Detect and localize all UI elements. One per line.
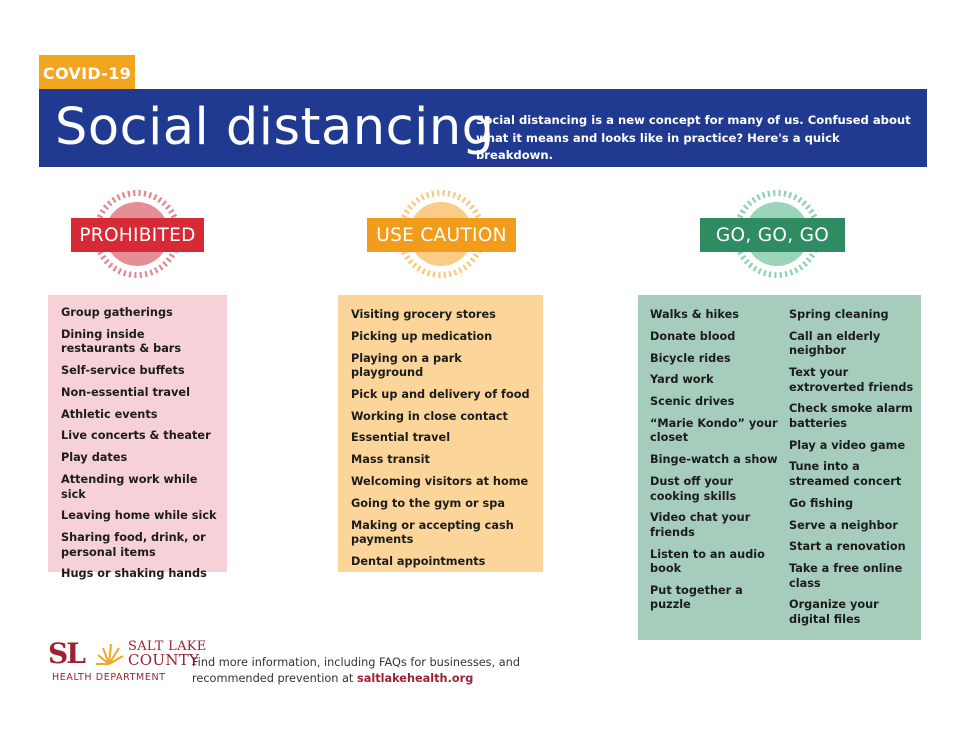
list-item: Tune into a streamed concert: [789, 460, 902, 488]
list-item: Live concerts & theater: [61, 429, 211, 443]
caution-label: USE CAUTION: [367, 218, 516, 252]
list-item: Essential travel: [351, 431, 451, 445]
list-item: Hugs or shaking hands: [61, 567, 207, 581]
list-item: Donate blood: [650, 329, 736, 343]
list-item: Attending work while sick: [61, 473, 198, 501]
list-item: Yard work: [650, 373, 714, 387]
logo-name-line1: SALT LAKE: [128, 639, 207, 654]
logo-name-line2: COUNTY: [128, 651, 200, 669]
list-item: Working in close contact: [351, 409, 508, 423]
prohibited-label: PROHIBITED: [71, 218, 204, 252]
covid-tag: COVID-19: [39, 55, 135, 89]
list-item: Call an elderly neighbor: [789, 329, 881, 358]
footer-info: [192, 655, 522, 686]
go-list-left: [650, 308, 780, 620]
list-item: Going to the gym or spa: [351, 496, 505, 510]
go-label: GO, GO, GO: [700, 218, 845, 252]
list-item: Text your extroverted friends: [789, 366, 914, 394]
page-description: Social distancing is a new concept for many of us. Confused about what it means and looks like in practice? Here's a quick breakdown.: [476, 113, 911, 162]
list-item: Play a video game: [789, 438, 906, 452]
list-item: Scenic drives: [650, 395, 735, 409]
list-item: Check smoke alarm batteries: [789, 402, 913, 430]
go-list-right: [789, 308, 917, 635]
list-item: Spring cleaning: [789, 308, 889, 321]
list-item: Play dates: [61, 451, 128, 465]
go-panel: [638, 295, 921, 640]
list-item: Listen to an audio book: [650, 547, 765, 576]
footer-link[interactable]: saltlakehealth.org: [356, 671, 474, 685]
caution-list: [351, 308, 533, 569]
prohibited-panel: [48, 295, 227, 581]
list-item: Take a free online class: [789, 562, 903, 590]
list-item: Welcoming visitors at home: [351, 475, 529, 489]
sunburst-icon: [94, 640, 124, 666]
list-item: Group gatherings: [61, 306, 173, 319]
list-item: Non-essential travel: [61, 385, 190, 399]
list-item: Go fishing: [789, 496, 854, 510]
list-item: Bicycle rides: [650, 351, 731, 365]
list-item: Visiting grocery stores: [351, 308, 496, 321]
list-item: Athletic events: [61, 407, 158, 421]
list-item: Dust off your cooking skills: [650, 475, 737, 503]
list-item: Start a renovation: [789, 540, 906, 554]
list-item: Sharing food, drink, or personal items: [61, 531, 206, 559]
caution-panel: [338, 295, 543, 572]
list-item: Walks & hikes: [650, 308, 740, 321]
list-item: Serve a neighbor: [789, 518, 899, 532]
list-item: Binge-watch a show: [650, 453, 778, 467]
prohibited-list: [61, 306, 217, 582]
page-title: Social distancing: [55, 98, 495, 157]
list-item: Picking up medication: [351, 329, 493, 343]
list-item: Organize your digital files: [789, 598, 879, 626]
list-item: Making or accepting cash payments: [351, 518, 514, 547]
list-item: Leaving home while sick: [61, 509, 217, 523]
list-item: Dental appointments: [351, 554, 486, 568]
footer-text: Find more information, including FAQs for businesses, and recommended prevention at: [192, 656, 521, 685]
list-item: Self-service buffets: [61, 364, 185, 378]
list-item: Playing on a park playground: [351, 351, 462, 380]
list-item: Mass transit: [351, 453, 430, 467]
logo-department: HEALTH DEPARTMENT: [52, 672, 166, 683]
list-item: Dining inside restaurants & bars: [61, 327, 182, 356]
list-item: “Marie Kondo” your closet: [650, 416, 778, 445]
list-item: Pick up and delivery of food: [351, 387, 530, 401]
logo-initials: SL: [48, 637, 84, 670]
title-banner: [39, 89, 927, 167]
list-item: Put together a puzzle: [650, 583, 743, 612]
health-department-logo: [48, 637, 207, 686]
list-item: Video chat your friends: [650, 511, 751, 539]
